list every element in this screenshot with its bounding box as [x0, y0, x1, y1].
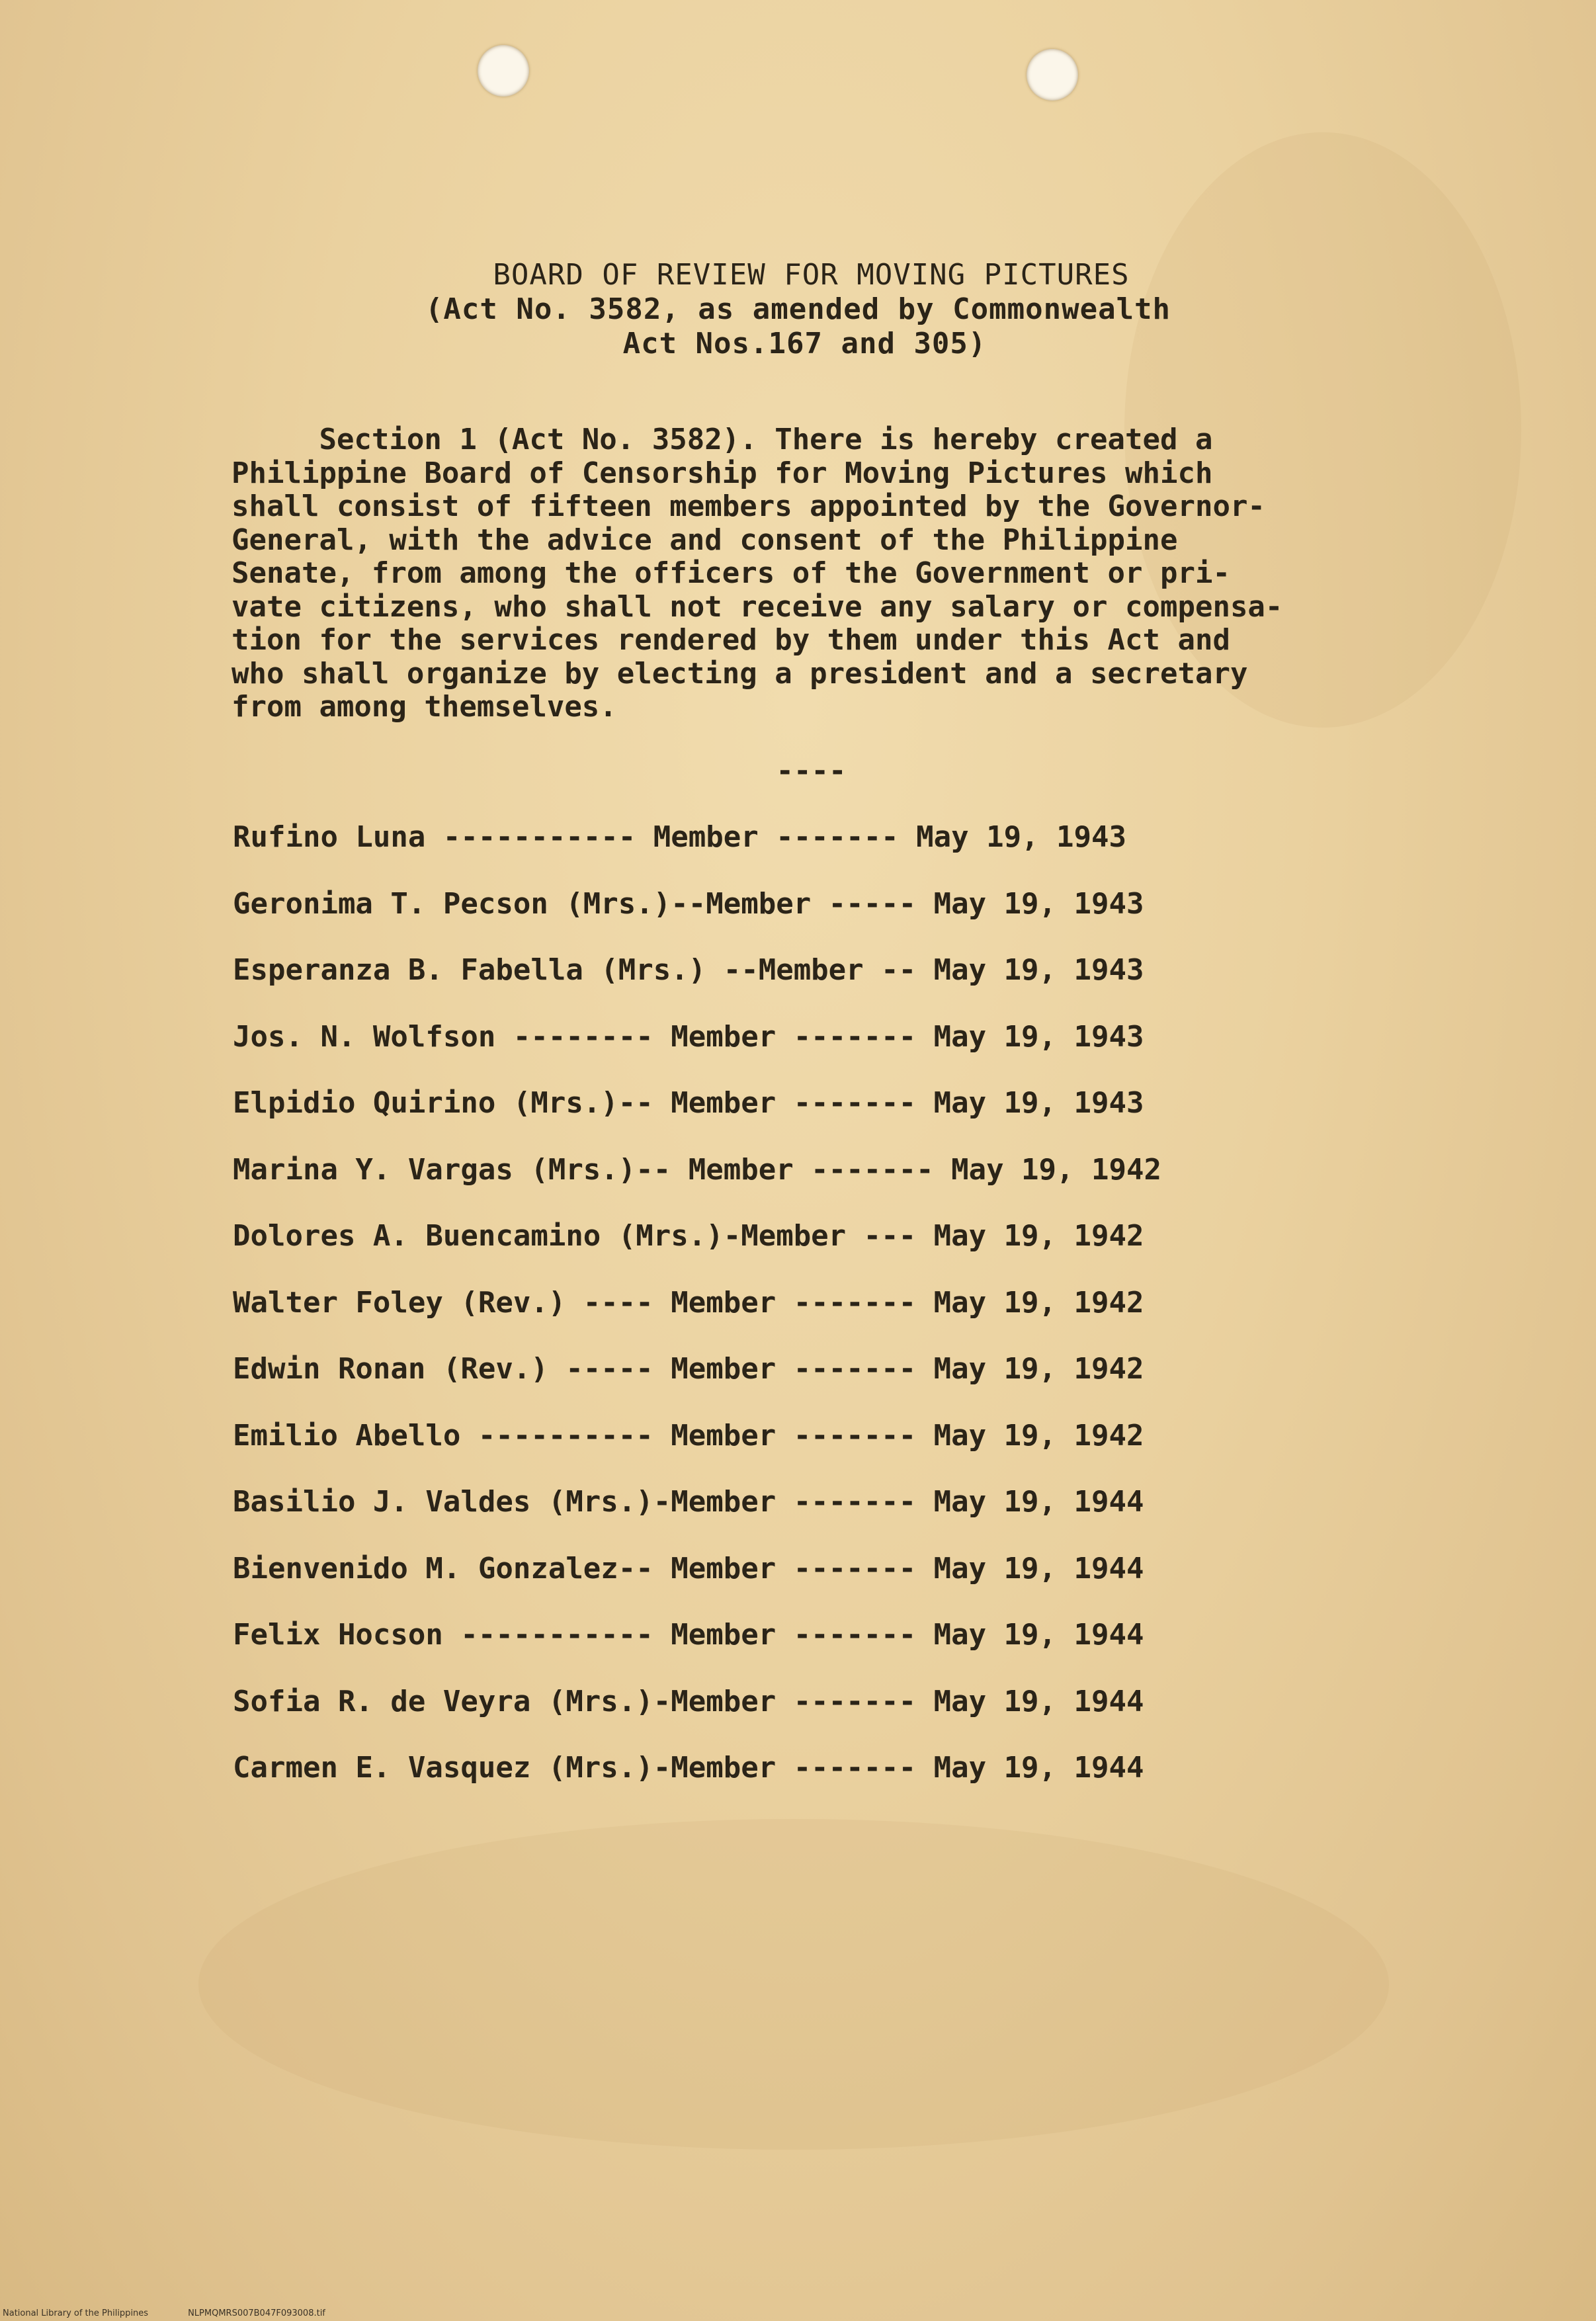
- member-row: Esperanza B. Fabella (Mrs.) --Member -- May 19, 1943: [233, 953, 1144, 987]
- paragraph-line: vate citizens, who shall not receive any salary or compensa-: [231, 589, 1283, 624]
- paragraph-line: shall consist of fifteen members appointed by the Governor-: [231, 489, 1265, 523]
- paragraph-line: General, with the advice and consent of the Philippine: [231, 523, 1178, 557]
- footer-library: National Library of the Philippines: [3, 2308, 149, 2318]
- member-row: Basilio J. Valdes (Mrs.)-Member ------- May 19, 1944: [233, 1485, 1144, 1519]
- section-paragraph: [231, 423, 1475, 724]
- paragraph-line: who shall organize by electing a president and a secretary: [231, 656, 1248, 691]
- paragraph-line: from among themselves.: [231, 690, 617, 724]
- member-row: Sofia R. de Veyra (Mrs.)-Member ------- May 19, 1944: [233, 1684, 1144, 1718]
- member-row: Bienvenido M. Gonzalez-- Member ------- May 19, 1944: [233, 1551, 1144, 1585]
- paragraph-line: Section 1 (Act No. 3582). There is hereby created a: [231, 423, 1213, 456]
- member-row: Marina Y. Vargas (Mrs.)-- Member ------- May 19, 1942: [233, 1152, 1161, 1187]
- member-row: Walter Foley (Rev.) ---- Member ------- May 19, 1942: [233, 1285, 1144, 1320]
- member-row: Rufino Luna ----------- Member ------- May 19, 1943: [233, 820, 1127, 854]
- member-row: Geronima T. Pecson (Mrs.)--Member ----- May 19, 1943: [233, 886, 1144, 921]
- member-row: Jos. N. Wolfson -------- Member ------- May 19, 1943: [233, 1019, 1144, 1054]
- heading-line: BOARD OF REVIEW FOR MOVING PICTURES: [493, 258, 1130, 292]
- section-separator: ----: [776, 754, 847, 788]
- footer-filename: NLPMQMRS007B047F093008.tif: [188, 2308, 325, 2318]
- paper-stain: [198, 1819, 1389, 2150]
- punch-hole-right: [1027, 49, 1078, 101]
- member-row: Edwin Ronan (Rev.) ----- Member ------- May 19, 1942: [233, 1352, 1144, 1386]
- member-row: Felix Hocson ----------- Member ------- May 19, 1944: [233, 1618, 1144, 1652]
- heading-line: (Act No. 3582, as amended by Commonwealth: [425, 292, 1171, 326]
- punch-hole-left: [478, 45, 529, 97]
- heading-line: Act Nos.167 and 305): [622, 327, 987, 360]
- member-row: Dolores A. Buencamino (Mrs.)-Member --- May 19, 1942: [233, 1219, 1144, 1253]
- scan-footer: [3, 2308, 365, 2318]
- document-heading: [0, 258, 1596, 361]
- member-row: Elpidio Quirino (Mrs.)-- Member ------- May 19, 1943: [233, 1086, 1144, 1120]
- paragraph-line: Senate, from among the officers of the Government or pri-: [231, 556, 1230, 590]
- paragraph-line: tion for the services rendered by them under this Act and: [231, 623, 1230, 657]
- member-list: [233, 820, 1161, 1818]
- member-row: Emilio Abello ---------- Member ------- May 19, 1942: [233, 1418, 1144, 1453]
- paragraph-line: Philippine Board of Censorship for Moving Pictures which: [231, 456, 1213, 490]
- member-row: Carmen E. Vasquez (Mrs.)-Member ------- May 19, 1944: [233, 1751, 1144, 1785]
